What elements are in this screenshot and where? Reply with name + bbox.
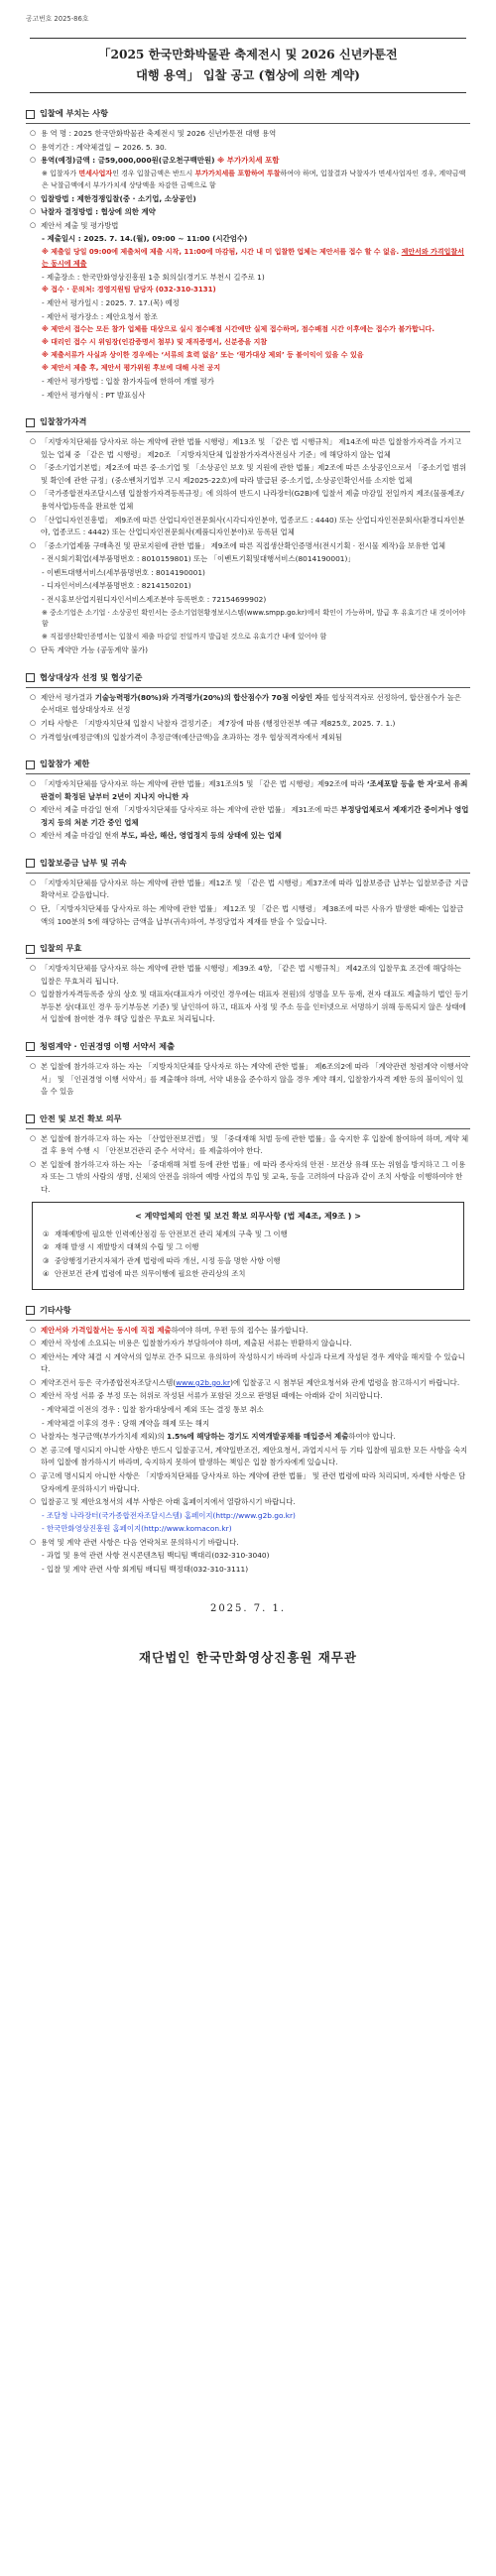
sub-item: - 계약체결 이후의 경우 : 당해 계약을 해제 또는 해지 <box>42 1418 210 1428</box>
sub-item: - 제출장소 : 한국만화영상진흥원 1층 회의실(경기도 부천시 길주로 1) <box>42 272 265 282</box>
list-item: ○ 「지방자치단체를 당사자로 하는 계약에 관한 법률 시행령」제13조 및 「같은 법 시행규칙」 제14조에 따른 입찰참가자격을 가지고 있는 업체 중 「같은 법 시행령」 제20조 「지방자치단체 입찰참가자격사전심사 기준」에 해당하지 않는 업체 <box>30 437 461 459</box>
section-heading: 청렴계약 · 인권경영 이행 서약서 제출 <box>26 1040 470 1054</box>
section-divider <box>26 431 470 432</box>
section-heading: 입찰에 부치는 사항 <box>26 107 470 121</box>
square-bullet-icon <box>26 1114 35 1123</box>
section-divider <box>26 958 470 959</box>
sub-item: - 제출일시 : 2025. 7. 14.(월), 09:00 ~ 11:00 (시간엄수) <box>42 234 248 244</box>
section-restrictions <box>26 758 470 843</box>
box-item: ③ 중앙행정기관지자체가 관계 법령에 따라 개선, 시정 등을 명한 사항 이행 <box>43 1255 281 1265</box>
list-item: ○ 계약조건서 등은 국가종합전자조달시스템(www.g2b.go.kr)에 입찰공고 시 첨부된 제안요청서와 관계 법령을 참고하시기 바랍니다. <box>30 1377 460 1387</box>
list-item: ○ 입찰방법 : 제한경쟁입찰(중 · 소기업, 소상공인) <box>30 193 196 203</box>
section-heading: 협상대상자 선정 및 협상기준 <box>26 671 470 685</box>
sub-item: - 입찰 및 계약 관련 사항 회계팀 배디팀 백정태(032-310-3111) <box>42 1564 249 1574</box>
section-heading: 입찰보증금 납부 및 귀속 <box>26 857 470 871</box>
list-item: ○ 「국가종합전자조달시스템 입찰참가자격등록규정」에 의하여 반드시 나라장터(G2B)에 입찰서 제출 마감일 전일까지 제조(물품제조/용역사업)등록을 완료한 업체 <box>30 489 464 511</box>
list-item: ○ 「산업디자인진흥법」 제9조에 따른 산업디자인전문회사(시각디자인분야, 업종코드 : 4440) 또는 산업디자인전문회사(환경디자인분야, 업종코드 : 4442) 또는 산업디자인전문회사(제품디자인분야)로 등록된 업체 <box>30 515 465 537</box>
list-item: ○ 단독 계약만 가능 (공동계약 불가) <box>30 645 148 655</box>
section-divider <box>26 873 470 874</box>
list-item: ○ 「중소기업기본법」제2조에 따른 중·소기업 및 「소상공인 보호 및 지원에 관한 법률」제2조에 따른 소상공인으로서 「중소기업 범위 및 확인에 관한 규정」(중소벤처기업부 고시 제2025-22호)에 따라 발급된 중·소기업, 소상공인확인서를 소지한 업체 <box>30 463 467 485</box>
square-bullet-icon <box>26 1042 35 1051</box>
section-heading: 입찰참가 제한 <box>26 758 470 771</box>
list-item: ○ 「중소기업제품 구매촉진 및 판로지원에 관한 법률」 제9조에 따른 직접생산확인증명서(전시기획 · 전시물 제작)을 보유한 업체 <box>30 540 445 550</box>
sub-item: - 제안서 평가형식 : PT 발표심사 <box>42 390 146 400</box>
komacon-homepage-link[interactable]: - 한국만화영상진흥원 홈페이지(http://www.komacon.kr) <box>42 1524 232 1534</box>
section-other <box>26 1304 470 1577</box>
sub-item: - 과업 및 용역 관련 사항 전시콘텐츠팀 백디팀 백대리(032-310-3040) <box>42 1551 270 1561</box>
sub-item: - 제안서 평가방법 : 입찰 참가자들에 한하여 개별 평가 <box>42 376 214 386</box>
box-item: ② 재해 발생 시 재발방지 대책의 수립 및 그 이행 <box>43 1242 199 1252</box>
doc-number: 공고번호 2025-86호 <box>26 15 89 23</box>
sub-item: - 전시회기획업(세부품명번호 : 8010159801) 또는 「이벤트기획및대행서비스(8014190001)」 <box>42 554 355 564</box>
section-heading: 입찰참가자격 <box>26 415 470 429</box>
square-bullet-icon <box>26 859 35 868</box>
section-deposit <box>26 857 470 928</box>
note: ※ 접수 · 문의처: 경영지원팀 담당자 (032-310-3131) <box>42 286 216 294</box>
section-divider <box>26 1320 470 1321</box>
section-divider <box>26 687 470 688</box>
section-integrity-pledge <box>26 1040 470 1099</box>
square-bullet-icon <box>26 110 35 119</box>
list-item: ○ 「지방자치단체를 당사자로 하는 계약에 관한 법률」제31조의5 및 「같은 법 시행령」제92조에 따라 ‘조세포탈 등을 한 자’로서 유죄판결이 확정된 날부터 2년이 지나지 아니한 자 <box>30 779 468 801</box>
sub-item: - 제안서 평가장소 : 제안요청서 참조 <box>42 311 158 321</box>
box-item: ① 재해예방에 필요한 인력예산점검 등 안전보건 관리 체계의 구축 및 그 이행 <box>43 1229 288 1239</box>
note: ※ 직접생산확인증명서는 입찰서 제출 마감일 전일까지 발급된 것으로 유효기간 내에 있어야 함 <box>42 633 327 642</box>
section-heading: 안전 및 보건 확보 의무 <box>26 1112 470 1126</box>
issuer-name: 재단법인 한국만화영상진흥원 재무관 <box>139 1649 357 1665</box>
list-item: ○ 공고에 명시되지 아니한 사항은 「지방자치단체를 당사자로 하는 계약에 관한 법률」 및 관련 법령에 따라 처리되며, 자세한 사항은 담당자에게 문의하시기 바랍니다. <box>30 1470 466 1493</box>
list-item: ○ 용역 및 계약 관련 사항은 다음 연락처로 문의하시기 바랍니다. <box>30 1537 239 1547</box>
sub-item: - 이벤트대행서비스(세부품명번호 : 8014190001) <box>42 567 205 577</box>
sub-item: - 전시홍보산업지원디자인서비스제조분야 등록번호 : 72154699902) <box>42 595 267 604</box>
budget-item: ○ 용역(예정)금액 : 금59,000,000원(금오천구백만원) ※ 부가가치세 포함 <box>30 156 280 166</box>
sub-item: - 계약체결 이전의 경우 : 입찰 참가대상에서 제외 또는 결정 통보 취소 <box>42 1405 264 1415</box>
g2b-link[interactable]: www.g2b.go.kr <box>176 1377 231 1387</box>
safety-obligations-box <box>32 1202 464 1289</box>
list-item: ○ 기타 사항은 「지방자치단체 입찰시 낙찰자 결정기준」 제7장에 따름 (행정안전부 예규 제825호, 2025. 7. 1.) <box>30 718 396 728</box>
list-item: ○ 가격협상(예정금액)의 입찰가격이 추정금액(예산금액)을 초과하는 경우 협상적격자에서 제외됨 <box>30 732 343 742</box>
list-item: ○ 입찰참가자격등록증 상의 상호 및 대표자(대표자가 여럿인 경우에는 대표자 전원)의 성명을 모두 등재, 전자 대표도 제출하기 법인 등기부등본 상(대표인 경우 등기부등본 기준) 및 날인하여 하고, 대표자 사정 및 주소 등을 인터넷으로 서명하기 위해 등록되지 않은 상태에서 입찰에 참여한 경우 해당 입찰은 무효로 처리됩니다. <box>30 990 469 1024</box>
list-item: ○ 제안서 제출 마감일 현재 부도, 파산, 해산, 영업정지 등의 상태에 있는 업체 <box>30 831 282 841</box>
section-bid-overview <box>26 107 470 402</box>
list-item: ○ 제안서 제출 마감일 현재 「지방자치단체를 당사자로 하는 계약에 관한 법률」 제31조에 따른 부정당업체로서 제재기간 중이거나 영업정지 등의 처분 기간 중인 업체 <box>30 805 469 827</box>
list-item: ○ 「지방자치단체를 당사자로 하는 계약에 관한 법률 시행령」제39조 4항, 「같은 법 시행규칙」 제42조의 입찰무효 조건에 해당하는 입찰은 무효처리 됩니다. <box>30 964 461 986</box>
square-bullet-icon <box>26 945 35 954</box>
budget-note: ※ 입찰자가 면세사업자인 경우 입찰금액은 반드시 부가가치세를 포함하여 투찰하여야 하며, 입찰결과 낙찰자가 면세사업자인 경우, 계약금액은 낙찰금액에서 부가가치세 상당액을 차감한 금액으로 함 <box>42 169 466 189</box>
title-line-2: 대행 용역」 입찰 공고 (협상에 의한 계약) <box>136 67 360 82</box>
square-bullet-icon <box>26 761 35 769</box>
title-line-1: 「2025 한국만화박물관 축제전시 및 2026 신년카툰전 <box>98 47 398 61</box>
sub-item: - 디자인서비스(세부품명번호 : 8214150201) <box>42 581 191 591</box>
section-divider <box>26 1056 470 1057</box>
list-item: ○ 제안서 작성에 소요되는 비용은 입찰참가자가 부담하여야 하며, 제출된 서류는 반환하지 않습니다. <box>30 1339 352 1348</box>
square-bullet-icon <box>26 418 35 427</box>
box-item: ④ 안전보건 관계 법령에 따른 의무이행에 필요한 관리상의 조치 <box>43 1269 246 1279</box>
list-item: ○ 단, 「지방자치단체를 당사자로 하는 계약에 관한 법률」 제12조 및 「같은 법 시행령」 제38조에 따른 사유가 발생한 때에는 입찰금액의 100분의 5에 해당하는 금액을 납부(귀속)하여, 부정당업자 제재를 받을 수 있습니다. <box>30 904 464 926</box>
square-bullet-icon <box>26 673 35 682</box>
list-item: ○ 제안서와 가격입찰서는 동시에 직접 제출하여야 하며, 우편 등의 접수는 불가합니다. <box>30 1325 309 1335</box>
g2b-homepage-link[interactable]: - 조달청 나라장터(국가종합전자조달시스템) 홈페이지(http://www.g2b.go.kr) <box>42 1510 296 1520</box>
note: ※ 제안서 접수는 모든 참가 업체를 대상으로 실시 점수배점 시간에만 실제 접수하며, 점수배점 시간 이후에는 접수가 불가합니다. <box>42 325 434 334</box>
section-invalid-bids <box>26 942 470 1026</box>
list-item: ○ 「지방자치단체를 당사자로 하는 계약에 관한 법률」제12조 및 「같은 법 시행령」제37조에 따라 입찰보증금 납부는 입찰보증금 지급 확약서로 갈음합니다. <box>30 878 469 900</box>
section-divider <box>26 773 470 774</box>
section-eligibility <box>26 415 470 657</box>
box-title: < 계약업체의 안전 및 보건 확보 의무사항 (법 제4조, 제9조 ) > <box>135 1212 361 1222</box>
list-item: ○ 제안서 제출 및 평가방법 <box>30 220 119 230</box>
list-item: ○ 낙찰자는 청구금액(부가가치세 제외)의 1.5%에 해당하는 경기도 지역개발공채를 매입증서 제출하여야 합니다. <box>30 1432 396 1442</box>
page-title <box>30 38 466 94</box>
list-item: ○ 용 역 명 : 2025 한국만화박물관 축제전시 및 2026 신년카툰전 대행 용역 <box>30 129 277 139</box>
section-safety <box>26 1112 470 1290</box>
list-item: ○ 입찰공고 및 제안요청서의 세부 사항은 아래 홈페이지에서 열람하시기 바랍니다. <box>30 1497 296 1507</box>
note: ※ 대리인 접수 시 위임장(인감증명서 첨부) 및 재직증명서, 신분증을 지참 <box>42 338 268 347</box>
list-item: ○ 본 입찰에 참가하고자 하는 자는 「산업안전보건법」 및 「중대재해 처벌 등에 관한 법률」을 숙지한 후 입찰에 참여하여 하며, 계약 체결 후 용역 수행 시 「안전보건관리 준수 서약서」를 제출하여야 한다. <box>30 1133 469 1156</box>
list-item: ○ 제안서 작성 서류 중 부정 또는 허위로 작성된 서류가 포함된 것으로 판명된 때에는 아래와 같이 처리합니다. <box>30 1391 383 1401</box>
list-item: ○ 용역기간 : 계약체결일 ~ 2026. 5. 30. <box>30 142 167 152</box>
note: ※ 제안서 제출 후, 제안서 평가위원 후보에 대해 사전 공지 <box>42 364 221 373</box>
sub-item: - 제안서 평가일시 : 2025. 7. 17.(목) 예정 <box>42 298 180 308</box>
section-negotiation <box>26 671 470 744</box>
list-item: ○ 본 공고에 명시되지 아니한 사항은 반드시 입찰공고서, 계약일반조건, 제안요청서, 과업지시서 등 기타 입찰에 필요한 모든 사항을 숙지하여 입찰에 참가하시기 바라며, 숙지하지 못하여 발생하는 책임은 입찰 참가자에게 있습니다. <box>30 1445 468 1467</box>
list-item: ○ 본 입찰에 참가하고자 하는 자는 「지방자치단체를 당사자로 하는 계약에 관한 법률」 제6조의2에 따라 「계약관련 청렴계약 이행서약서」 및 「인권경영 이행 서약서」를 제출해야 하며, 서약 내용을 준수하지 않을 경우 계약 해지, 입찰참가자격 제한 등의 불이익이 있을 수 있음 <box>30 1061 468 1097</box>
note: ※ 중소기업은 소기업 · 소상공인 확인서는 중소기업현황정보시스템(www.smpp.go.kr)에서 확인이 가능하며, 발급 후 유효기간 내 것이어야 함 <box>42 608 466 629</box>
section-heading: 입찰의 무효 <box>26 942 470 956</box>
square-bullet-icon <box>26 1306 35 1315</box>
section-divider <box>26 123 470 124</box>
announcement-date: 2025. 7. 1. <box>209 1602 287 1614</box>
note: ※ 제출일 당일 09:00에 제출처에 제출 시작, 11:00에 마감됨, 시간 내 미 입찰한 업체는 제안서를 접수 할 수 없음. 제안서와 가격입찰서는 동시에 제출 <box>42 248 464 268</box>
section-divider <box>26 1128 470 1129</box>
list-item: ○ 제안서는 계약 체결 시 계약서의 일부로 간주 되므로 유의하여 작성하시기 바라며 사실과 다르게 작성된 경우 계약을 해지할 수 있습니다. <box>30 1351 465 1374</box>
list-item: ○ 낙찰자 결정방법 : 협상에 의한 계약 <box>30 207 156 217</box>
list-item: ○ 본 입찰에 참가하고자 하는 자는 「중대재해 처벌 등에 관한 법률」에 따라 종사자의 안전 · 보건상 유해 또는 위험을 방지하고 그 이용자 또는 그 밖의 사람의 생명, 신체의 안전을 위하여 예방 사업의 투입 및 교육, 등을 고려하여 다음과 같이 조치 사항을 이행하여야 한다. <box>30 1159 466 1194</box>
list-item: ○ 제안서 평가결과 기술능력평가(80%)와 가격평가(20%)의 합산점수가 70점 이상인 자를 협상적격자로 선정하여, 합산점수가 높은 순서대로 협상대상자로 선정 <box>30 692 462 715</box>
note: ※ 제출서류가 사실과 상이한 경우에는 ‘서류의 효력 없음’ 또는 ‘평가대상 제외’ 등 불이익이 있을 수 있음 <box>42 351 364 360</box>
section-heading: 기타사항 <box>26 1304 470 1318</box>
